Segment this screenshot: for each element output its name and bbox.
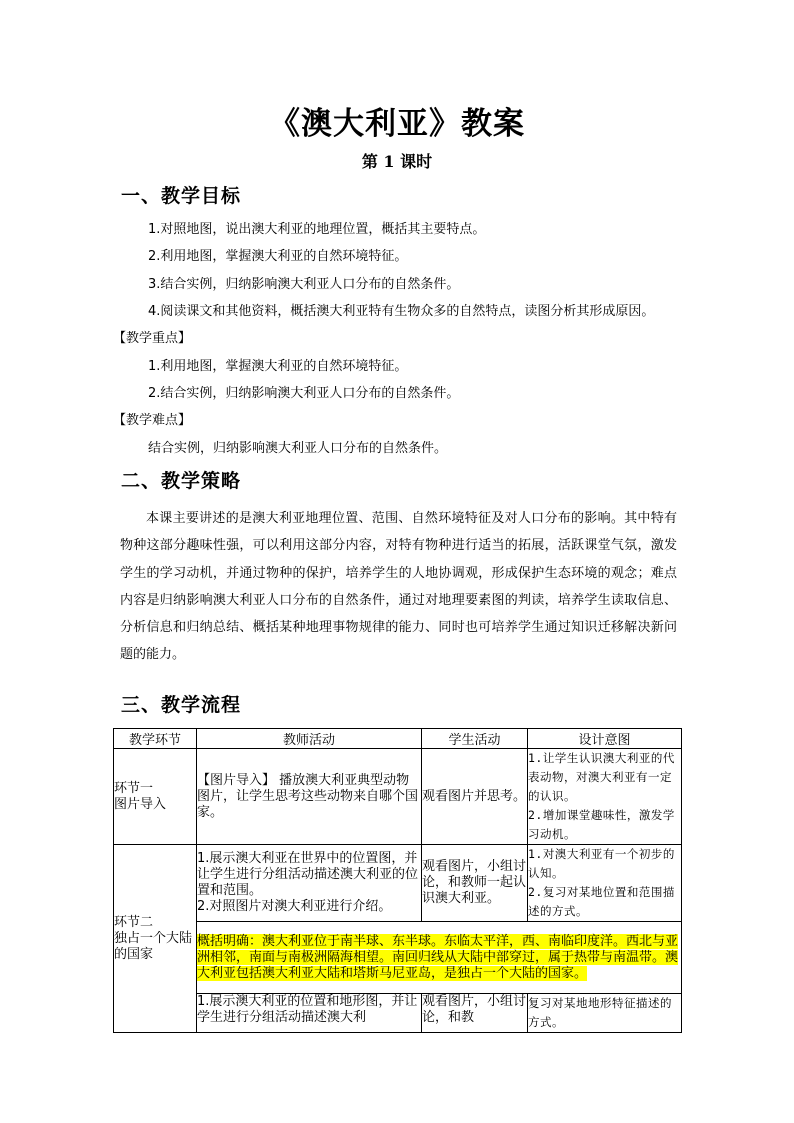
section-heading-objectives: 一、教学目标	[121, 185, 242, 207]
document-title: 《澳大利亚》教案	[269, 106, 525, 142]
table-row	[114, 749, 682, 845]
teacher-activity-cell: 1.展示澳大利亚在世界中的位置图，并让学生进行分组活动描述澳大利亚的位置和范围。 2.对照图片对澳大利亚进行介绍。	[197, 845, 422, 922]
stage-cell: 环节一 图片导入	[114, 749, 197, 845]
section-heading-strategy: 二、教学策略	[121, 470, 242, 492]
difficulty-text: 结合实例，归纳影响澳大利亚人口分布的自然条件。	[148, 441, 448, 456]
key-point-item: 1.利用地图，掌握澳大利亚的自然环境特征。	[148, 359, 408, 374]
key-point-item: 2.结合实例，归纳影响澳大利亚人口分布的自然条件。	[148, 386, 460, 401]
teacher-activity-cell: 1.展示澳大利亚的位置和地形图，并让学生进行分组活动描述澳大利	[197, 994, 422, 1033]
header-stage: 教学环节	[114, 729, 197, 749]
summary-cell	[197, 922, 682, 994]
header-teacher: 教师活动	[197, 729, 422, 749]
student-activity-cell: 观看图片并思考。	[422, 749, 528, 845]
strategy-paragraph: 本课主要讲述的是澳大利亚地理位置、范围、自然环境特征及对人口分布的影响。其中特有物种这部分趣味性强，可以利用这部分内容，对特有物种进行适当的拓展，活跃课堂气氛，激发学生的学习动机，并通过物种的保护，培养学生的人地协调观，形成保护生态环境的观念；难点内容是归纳影响澳大利亚人口分布的自然条件，通过对地理要素图的判读，培养学生读取信息、分析信息和归纳总结、概括某种地理事物规律的能力、同时也可培养学生通过知识迁移解决新问题的能力。	[120, 511, 677, 663]
student-activity-cell: 观看图片，小组讨论，和教	[422, 994, 528, 1033]
difficulty-label: 【教学难点】	[113, 413, 192, 428]
objective-item: 2.利用地图，掌握澳大利亚的自然环境特征。	[148, 249, 408, 264]
teaching-flow-table	[113, 728, 682, 1033]
student-activity-cell: 观看图片，小组讨论，和教师一起认识澳大利亚。	[422, 845, 528, 922]
objective-item: 3.结合实例，归纳影响澳大利亚人口分布的自然条件。	[148, 277, 460, 292]
stage-cell: 环节二 独占一个大陆的国家	[114, 845, 197, 1033]
table-row	[114, 922, 682, 994]
header-intent: 设计意图	[528, 729, 682, 749]
design-intent-cell: 复习对某地地形特征描述的方式。	[528, 994, 682, 1033]
lesson-number: 第 1 课时	[361, 152, 433, 171]
highlighted-summary: 概括明确：澳大利亚位于南半球、东半球。东临太平洋，西、南临印度洋。西北与亚洲相邻，南面与南极洲隔海相望。南回归线从大陆中部穿过，属于热带与南温带。澳大利亚包括澳大利亚大陆和塔斯马尼亚岛，是独占一个大陆的国家。	[197, 933, 679, 981]
header-student: 学生活动	[422, 729, 528, 749]
teacher-activity-cell: 【图片导入】 播放澳大利亚典型动物图片，让学生思考这些动物来自哪个国家。	[197, 749, 422, 845]
objective-item: 1.对照地图，说出澳大利亚的地理位置，概括其主要特点。	[148, 222, 486, 237]
table-header-row	[114, 729, 682, 749]
table-row	[114, 994, 682, 1033]
section-heading-flow: 三、教学流程	[121, 694, 242, 716]
design-intent-cell: 1.对澳大利亚有一个初步的认知。 2.复习对某地位置和范围描述的方式。	[528, 845, 682, 922]
table-row	[114, 845, 682, 922]
key-points-label: 【教学重点】	[113, 331, 192, 346]
design-intent-cell: 1.让学生认识澳大利亚的代表动物，对澳大利亚有一定的认识。 2.增加课堂趣味性，激发学习动机。	[528, 749, 682, 845]
objective-item: 4.阅读课文和其他资料，概括澳大利亚特有生物众多的自然特点，读图分析其形成原因。	[148, 304, 655, 319]
